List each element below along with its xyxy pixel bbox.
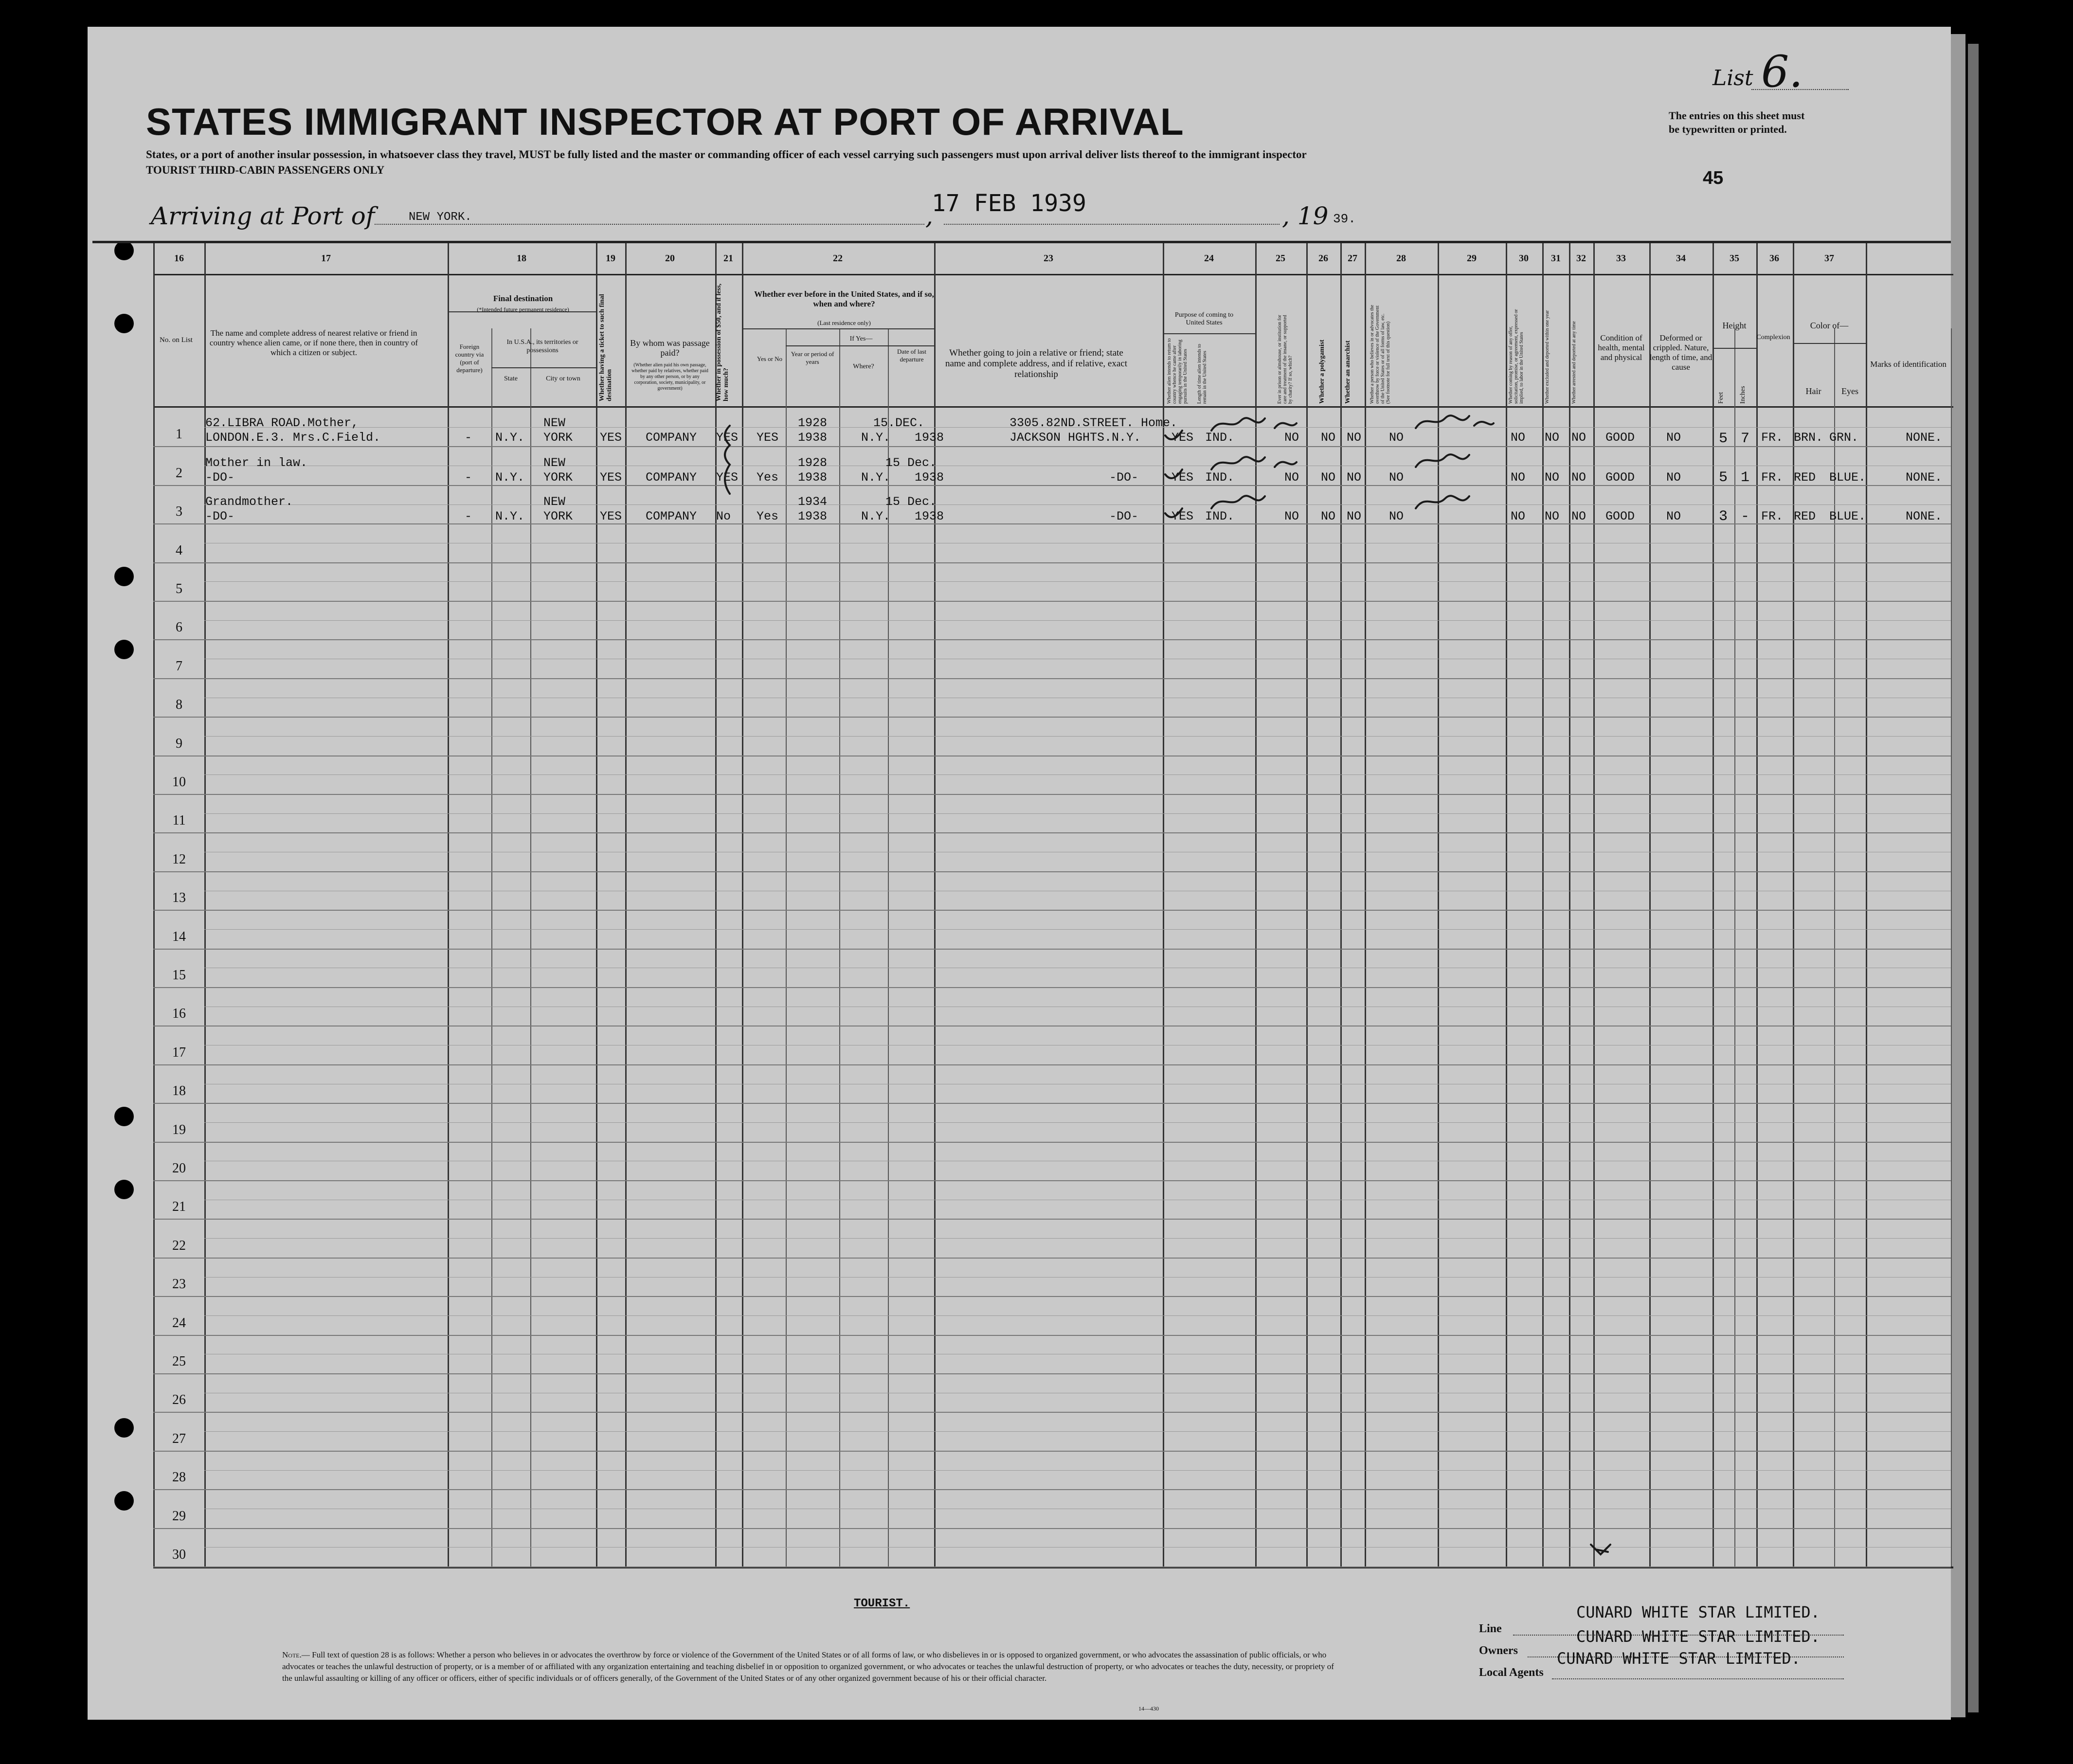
col-34-header: Height [1722, 321, 1747, 330]
row1-joining-2: JACKSON HGHTS.N.Y. [1009, 431, 1141, 445]
col-31-header: Whether arrested and deported at any time [1571, 321, 1577, 404]
sheet-title: STATES IMMIGRANT INSPECTOR AT PORT OF ARRIVAL [146, 100, 1184, 143]
row2-been-before: Yes [757, 470, 779, 485]
row1-ticket: YES [600, 431, 622, 445]
row3-q31: NO [1571, 509, 1586, 523]
row3-departure-2: 1938 [915, 509, 944, 523]
col-22c-header: Where? [853, 363, 874, 370]
col-20-header: By whom was passage paid? [630, 338, 710, 358]
col-18b-header: State [504, 375, 518, 382]
row2-eyes: BLUE. [1829, 470, 1866, 485]
col-22-ifyes: If Yes— [849, 335, 873, 342]
sheet-number: 45 [1703, 168, 1724, 188]
handwritten-tick [1165, 431, 1182, 439]
row3-hair: RED [1794, 509, 1816, 523]
handwritten-scrawl [1416, 454, 1469, 467]
footnote [282, 1649, 1343, 1684]
col-36-header: Color of— [1810, 321, 1849, 330]
row-number: 28 [172, 1470, 186, 1485]
row-number: 19 [172, 1122, 186, 1137]
line-label: Line [1479, 1622, 1502, 1635]
column-number: 32 [1576, 253, 1586, 264]
row2-departure-1: 15 Dec. [885, 456, 937, 470]
row3-marks: NONE. [1906, 509, 1943, 523]
row-number: 24 [172, 1315, 186, 1331]
col-18a-header: Foreign country via (port of departure) [455, 343, 484, 374]
row-number: 12 [172, 851, 186, 867]
row1-years-1: 1928 [798, 416, 828, 430]
row3-inches: - [1741, 508, 1750, 525]
row1-departure-2: 1938 [915, 431, 944, 445]
row2-q26: NO [1321, 470, 1336, 485]
row1-departure-1: 15.DEC. [873, 416, 925, 430]
row3-q28: NO [1389, 509, 1404, 523]
column-number: 33 [1616, 253, 1626, 264]
col-16-header: No. on List [160, 336, 193, 344]
handwritten-mark [1591, 1545, 1610, 1554]
footnote-label: Note.— [282, 1650, 310, 1659]
col-18c-header: City or town [546, 375, 580, 382]
row1-paid-by: COMPANY [646, 431, 697, 445]
column-number: 26 [1318, 253, 1328, 264]
row3-q30: NO [1545, 509, 1560, 523]
row3-state: N.Y. [495, 509, 525, 523]
row-number: 7 [176, 658, 182, 674]
col-33-header: Deformed or crippled. Nature, length of time, and cause [1649, 333, 1712, 372]
row3-feet: 3 [1719, 508, 1728, 525]
col-24a-header: Whether alien intends to return to country whence he came after engaging temporarily in laboring pursuits in the United States [1167, 338, 1188, 404]
col-35-header: Complexion [1756, 334, 1790, 341]
row-number: 20 [172, 1161, 186, 1176]
column-number: 22 [833, 253, 843, 264]
typewritten-note-2: be typewritten or printed. [1669, 123, 1787, 135]
row3-q27: NO [1347, 509, 1362, 523]
row1-length: IND. [1205, 431, 1235, 445]
row3-where: N.Y. [861, 509, 891, 523]
column-number: 27 [1348, 253, 1357, 264]
row2-relative-address-1: Mother in law. [205, 456, 308, 470]
row-number: 29 [172, 1508, 186, 1524]
column-number: 37 [1824, 253, 1834, 264]
row-number: 23 [172, 1277, 186, 1292]
page-edge [1951, 34, 1965, 1717]
row-number: 30 [172, 1547, 186, 1562]
row-number: 15 [172, 968, 186, 983]
col-18-sub: (*Intended future permanent residence) [477, 306, 569, 313]
handwritten-tick [1165, 508, 1182, 517]
row2-q30: NO [1545, 470, 1560, 485]
column-number: 36 [1769, 253, 1779, 264]
row-number: 14 [172, 929, 186, 944]
column-number: 34 [1676, 253, 1686, 264]
row2-paid-by: COMPANY [646, 470, 697, 485]
row-number: 18 [172, 1083, 186, 1099]
row3-deformed: NO [1666, 509, 1681, 523]
handwritten-tick [1165, 469, 1182, 478]
col-36a-header: Hair [1805, 386, 1821, 396]
row2-city-1: NEW [543, 456, 566, 470]
row2-inches: 1 [1741, 469, 1750, 486]
year-suffix: 39. [1333, 212, 1356, 226]
col-24b-header: Length of time alien intends to remain in the United States [1197, 343, 1208, 404]
row1-money: YES [716, 431, 739, 445]
row2-purpose: YES [1172, 470, 1194, 485]
row3-joining: -DO- [1109, 509, 1139, 523]
row-number: 22 [172, 1238, 186, 1253]
column-number: 28 [1396, 253, 1406, 264]
row2-ticket: YES [600, 470, 622, 485]
row3-been-before: Yes [757, 509, 779, 523]
row3-relative-address-1: Grandmother. [205, 495, 293, 509]
col-32-header: Condition of health, mental and physical [1598, 333, 1645, 362]
manifest-sheet [88, 27, 1951, 1720]
row3-relative-address-2: -DO- [205, 509, 235, 523]
row3-paid-by: COMPANY [646, 509, 697, 523]
row1-deformed: NO [1666, 431, 1681, 445]
row1-q31: NO [1571, 431, 1586, 445]
row-number: 17 [172, 1044, 186, 1060]
arriving-label: Arriving at Port of [151, 202, 375, 230]
column-number: 20 [665, 253, 675, 264]
handwritten-bracket [725, 426, 730, 494]
col-28-header: Whether a person who believes in or advocates the overthrow by force or violence of the Government of the United States or of all forms of law, etc. (See footnote for full text of this question) [1370, 305, 1391, 404]
row3-foreign-country: - [465, 509, 472, 523]
column-number: 30 [1519, 253, 1529, 264]
col-22a-header: Yes or No [757, 355, 783, 362]
row3-city-1: NEW [543, 495, 566, 509]
row2-q27: NO [1347, 470, 1362, 485]
row2-city-2: YORK [543, 470, 573, 485]
col-19-header: Whether having a ticket to such final destination [598, 294, 613, 401]
column-number: 35 [1730, 253, 1739, 264]
col-18-usa: In U.S.A., its territories or possessions [506, 339, 578, 354]
column-number: 23 [1044, 253, 1053, 264]
row2-health: GOOD [1605, 470, 1635, 485]
row2-q29: NO [1511, 470, 1526, 485]
row3-complexion: FR. [1761, 509, 1784, 523]
handwritten-scrawl [1211, 418, 1297, 431]
column-number: 18 [517, 253, 526, 264]
row1-where: N.Y. [861, 431, 891, 445]
handwritten-scrawl [1211, 457, 1297, 469]
row1-feet: 5 [1719, 431, 1728, 447]
row3-years-2: 1938 [798, 509, 828, 523]
row1-relative-address-1: 62.LIBRA ROAD.Mother, [205, 416, 359, 430]
handwritten-annotations [88, 27, 1951, 1720]
row3-departure-1: 15 Dec. [885, 495, 937, 509]
row1-inches: 7 [1741, 431, 1750, 447]
row1-hair: BRN. [1794, 431, 1823, 445]
row1-eyes: GRN. [1829, 431, 1859, 445]
row2-feet: 5 [1719, 469, 1728, 486]
row-number: 13 [172, 890, 186, 906]
handwritten-scrawl [1416, 415, 1494, 428]
row3-ticket: YES [600, 509, 622, 523]
row-number: 25 [172, 1354, 186, 1369]
row-number: 2 [176, 465, 182, 481]
row1-health: GOOD [1605, 431, 1635, 445]
col-25-header: Ever in prison or almshouse, or institution for care and treatment of the insane, or supported by charity? If so, which? [1277, 315, 1293, 404]
row1-q30: NO [1545, 431, 1560, 445]
row-number: 6 [176, 620, 182, 635]
row-number: 1 [176, 427, 182, 442]
row1-q29: NO [1511, 431, 1526, 445]
handwritten-scrawl [1416, 496, 1469, 508]
row1-marks: NONE. [1906, 431, 1943, 445]
col-22-header: Whether ever before in the United States, and if so, when and where? [754, 289, 934, 308]
col-18-header: Final destination [493, 294, 553, 303]
row3-years-1: 1934 [798, 495, 828, 509]
row3-eyes: BLUE. [1829, 509, 1866, 523]
row2-complexion: FR. [1761, 470, 1784, 485]
row-number: 10 [172, 774, 186, 790]
agents-label: Local Agents [1479, 1666, 1544, 1679]
row1-q25: NO [1284, 431, 1299, 445]
column-number: 29 [1467, 253, 1477, 264]
row3-q26: NO [1321, 509, 1336, 523]
row2-q25: NO [1284, 470, 1299, 485]
row1-years-2: 1938 [798, 431, 828, 445]
row-number: 16 [172, 1006, 186, 1022]
row1-complexion: FR. [1761, 431, 1784, 445]
tourist-label: TOURIST. [854, 1597, 910, 1610]
agents-underline [1552, 1678, 1844, 1679]
col-34a-header: Feet [1717, 392, 1725, 404]
row2-length: IND. [1205, 470, 1235, 485]
row2-years-2: 1938 [798, 470, 828, 485]
row1-q26: NO [1321, 431, 1336, 445]
row1-city-2: YORK [543, 431, 573, 445]
row2-where: N.Y. [861, 470, 891, 485]
owners-label: Owners [1479, 1644, 1518, 1657]
column-number: 16 [174, 253, 184, 264]
list-label: List [1712, 66, 1753, 90]
column-number: 24 [1204, 253, 1214, 264]
row3-q25: NO [1284, 509, 1299, 523]
row3-purpose: YES [1172, 509, 1194, 523]
col-22d-header: Date of last departure [897, 348, 926, 363]
row2-hair: RED [1794, 470, 1816, 485]
year-prefix: , 19 [1282, 202, 1329, 230]
row3-q29: NO [1511, 509, 1526, 523]
agents-value: CUNARD WHITE STAR LIMITED. [1557, 1649, 1801, 1668]
col-37-header: Marks of identification [1870, 360, 1947, 369]
row-number: 26 [172, 1392, 186, 1408]
row1-city-1: NEW [543, 416, 566, 430]
row1-been-before: YES [757, 431, 779, 445]
row1-relative-address-2: LONDON.E.3. Mrs.C.Field. [205, 431, 381, 445]
row1-q28: NO [1389, 431, 1404, 445]
list-number: 6. [1761, 46, 1803, 97]
footnote-text: Full text of question 28 is as follows: Whether a person who believes in or advocates the overthrow by force or violence of the Government of the United States or of all forms of law, or who disbelieves in or is opposed to organized government, or who advocates the assassination of public officials, or who advocates or teaches the unlawful destruction of property, or is a member of or affiliated with any organization entertaining and teaching disbelief in or opposition to organized government, or who advocates or teaches the unlawful destruction of property, or who advocates or teaches the duty, necessity, or propriety of the unlawful assaulting or killing of any officer or officers, either of specific individuals or of officers generally, of the Government of the United States or of any other organized government because of his or their official character. [282, 1650, 1334, 1683]
typewritten-note-1: The entries on this sheet must [1669, 109, 1805, 122]
header-class: TOURIST THIRD-CABIN PASSENGERS ONLY [146, 164, 385, 176]
line-value: CUNARD WHITE STAR LIMITED. [1576, 1603, 1820, 1621]
col-24-header: Purpose of coming to United States [1174, 311, 1234, 326]
row1-foreign-country: - [465, 431, 472, 445]
col-26-header: Whether a polygamist [1318, 340, 1326, 404]
col-22-sub: (Last residence only) [817, 319, 871, 326]
col-36b-header: Eyes [1841, 386, 1858, 396]
col-27-header: Whether an anarchist [1344, 340, 1352, 404]
col-23-header: Whether going to join a relative or friend; state name and complete address, and if relative, exact relationship [945, 348, 1128, 379]
row-number: 3 [176, 504, 182, 520]
row-number: 21 [172, 1199, 186, 1215]
row2-marks: NONE. [1906, 470, 1943, 485]
row1-q27: NO [1347, 431, 1362, 445]
column-number: 31 [1551, 253, 1561, 264]
row3-length: IND. [1205, 509, 1235, 523]
col-34b-header: Inches [1739, 386, 1747, 404]
row2-money: YES [716, 470, 739, 485]
col-20-sub: (Whether alien paid his own passage, whether paid by relatives, whether paid by any other person, or by any corporation, society, municipality, or government) [631, 362, 708, 391]
row1-state: N.Y. [495, 431, 525, 445]
column-number: 17 [321, 253, 331, 264]
col-17-header: The name and complete address of nearest relative or friend in country whence alien came, or if none there, then in country of which a citizen or subject. [209, 328, 418, 357]
row1-joining-1: 3305.82ND.STREET. Home. [1009, 416, 1178, 430]
column-number: 21 [723, 253, 733, 264]
form-code: 14—430 [1138, 1705, 1159, 1712]
row2-deformed: NO [1666, 470, 1681, 485]
col-30-header: Whether excluded and deported within one year [1545, 310, 1550, 404]
handwritten-scrawl [1211, 496, 1265, 508]
col-22b-header: Year or period of years [791, 350, 834, 365]
column-number: 25 [1276, 253, 1285, 264]
row1-purpose: YES [1172, 431, 1194, 445]
col-21-header: Whether in possession of $50, and if less, how much? [715, 283, 730, 401]
row2-joining: -DO- [1109, 470, 1139, 485]
row2-foreign-country: - [465, 470, 472, 485]
row3-health: GOOD [1605, 509, 1635, 523]
port-value: NEW YORK. [409, 211, 472, 224]
row-number: 11 [172, 813, 186, 828]
row-number: 8 [176, 697, 182, 713]
header-statement: States, or a port of another insular possession, in whatsoever class they travel, MUST be fully listed and the master or commanding officer of each vessel carrying such passengers must upon arrival deliver lists thereof to the immigrant inspector [146, 148, 1307, 161]
row2-q28: NO [1389, 470, 1404, 485]
row-number: 4 [176, 542, 182, 558]
row2-years-1: 1928 [798, 456, 828, 470]
row2-state: N.Y. [495, 470, 525, 485]
row-number: 5 [176, 581, 182, 596]
comma: , [925, 202, 933, 230]
row3-money: No [716, 509, 731, 523]
row2-relative-address-2: -DO- [205, 470, 235, 485]
row-number: 9 [176, 736, 182, 751]
column-number: 19 [606, 253, 615, 264]
column-line [1951, 328, 1952, 1566]
arrival-date-stamp: 17 FEB 1939 [932, 190, 1086, 217]
row2-departure-2: 1938 [915, 470, 944, 485]
row2-q31: NO [1571, 470, 1586, 485]
row3-city-2: YORK [543, 509, 573, 523]
col-29-header: Whether coming by reason of any offer, solicitation, promise, or agreement, expressed or implied, to labor in the United States [1508, 309, 1524, 404]
owners-value: CUNARD WHITE STAR LIMITED. [1576, 1627, 1820, 1646]
row-number: 27 [172, 1431, 186, 1446]
page-edge-shadow [1968, 44, 1979, 1712]
